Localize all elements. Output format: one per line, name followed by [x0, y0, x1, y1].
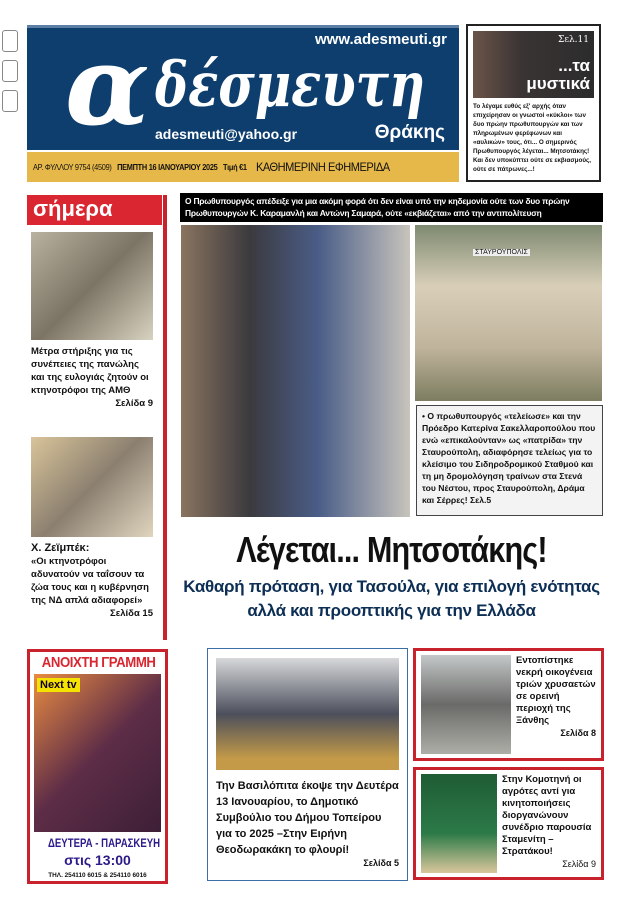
story-livestock[interactable]	[31, 345, 153, 410]
story-page: Σελίδα 8	[560, 728, 596, 738]
station-sign: ΣΤΑΥΡΟΥΠΟΛΙΣ	[475, 249, 528, 256]
website-link[interactable]: www.adesmeuti.gr	[315, 31, 447, 48]
price: Τιμή €1	[223, 162, 247, 172]
story-title: Χ. Ζεϊμπέκ:	[31, 542, 90, 554]
zeybek-photo	[31, 437, 153, 537]
pm-photo	[181, 225, 410, 517]
secrets-text: Το λέγαμε ευθύς εξ' αρχής όταν επιχείρησαν οι γνωστοί «κύκλοι» των δυο πρώην πρωθυπουργών και των πληρωμένων φερέφωνων και «αυλικών» τους, ότι... Ο σημερινός Πρωθυπουργός λέγεται... Μητσοτάκης! Και δεν υποκύπτει ούτε σε εκβιασμούς, ούτε σε πάτρωνες...!	[473, 103, 592, 173]
vultures-story[interactable]	[413, 648, 604, 761]
story-page: Σελίδα 9	[115, 398, 153, 409]
radio-title: ΑΝΟΙΧΤΗ ΓΡΑΜΜΗ	[41, 654, 156, 671]
story-page: Σελίδα 15	[110, 608, 153, 619]
info-bar	[27, 152, 459, 182]
story-page: Σελίδα 5	[363, 858, 399, 868]
secrets-title: ...τα μυστικά	[526, 56, 590, 93]
council-photo	[216, 658, 399, 770]
logo-word: δέσμευτη	[155, 48, 426, 121]
story-text: Εντοπίστηκε νεκρή οικογένεια τριών χρυσαετών σε ορεινή περιοχή της Ξάνθης	[516, 655, 596, 726]
logo-letter: α	[65, 21, 146, 150]
region-label: Θράκης	[374, 122, 445, 143]
masthead	[27, 21, 459, 150]
story-text: Την Βασιλόπιτα έκοψε την Δευτέρα 13 Ιανουαρίου, το Δημοτικό Συμβούλιο του Δήμου Τοπείρου για το 2025 –Στην Ειρήνη Θεοδωρακάκη το φλουρί!	[216, 780, 399, 856]
sub-headline: Καθαρή πρόταση, για Τασούλα, για επιλογή ενότητας αλλά και προοπτικής για την Ελλάδα	[183, 577, 600, 620]
issue-number: ΑΡ. ΦΥΛΛΟΥ 9754 (4509)	[33, 162, 112, 172]
radio-phone: ΤΗΛ. 254110 6015 & 254110 6016	[48, 872, 147, 879]
station-photo	[415, 225, 602, 401]
paper-type: ΚΑΘΗΜΕΡΙΝΗ ΕΦΗΜΕΡΙΔΑ	[255, 160, 390, 174]
farmers-story[interactable]	[413, 767, 604, 880]
today-heading: σήμερα	[27, 195, 162, 225]
vultures-photo	[421, 655, 511, 754]
story-zeybek[interactable]	[31, 542, 153, 620]
conference-poster	[421, 774, 497, 873]
channel-logo: Next tv	[37, 678, 80, 692]
secrets-page: Σελ.11	[557, 35, 589, 45]
story-text: Στην Κομοτηνή οι αγρότες αντί για κινητοποιήσεις διοργανώνουν συνέδριο παρουσία Σταμενίτη – Στρατάκου!	[502, 774, 592, 857]
certification-seals	[2, 30, 20, 125]
host-photo	[34, 674, 161, 832]
secrets-photo	[473, 31, 594, 98]
lead-banner: Ο Πρωθυπουργός απέδειξε για μια ακόμη φορά ότι δεν είναι υπό την κηδεμονία ούτε των δυο πρώην Πρωθυπουργών Κ. Καραμανλή και Αντώνη Σαμαρά, ούτε «εκβιάζεται» από την αντιπολίτευση	[180, 193, 603, 222]
story-page: Σελίδα 9	[562, 859, 596, 869]
story-text: Μέτρα στήριξης για τις συνέπειες της πανώλης και της ευλογιάς ζητούν οι κτηνοτρόφοι της ΑΜΘ	[31, 346, 149, 396]
today-column	[27, 195, 167, 640]
email-link[interactable]: adesmeuti@yahoo.gr	[155, 126, 298, 142]
radio-ad[interactable]	[27, 649, 168, 884]
story-text: «Οι κτηνοτρόφοι αδυνατούν να ταΐσουν τα ζώα τους και η κυβέρνηση της ΝΔ απλά αδιαφορεί»	[31, 556, 149, 606]
vasilopita-story[interactable]	[207, 648, 408, 881]
radio-time: στις 13:00	[64, 852, 131, 868]
station-caption: • Ο πρωθυπουργός «τελείωσε» και την Πρόεδρο Κατερίνα Σακελλαροπούλου που ενώ «επικαλούνταν» ως «πατρίδα» την Σταυρούπολη, αδιαφόρησε τελείως για το κλείσιμο του Σιδηροδρομικού Σταθμού και τη μη δρομολόγηση τραίνων στα Στενά του Νέστου, προς Σταυρούπολη, Δράμα και Σέρρες! Σελ.5	[416, 405, 603, 516]
sheep-farm-photo	[31, 232, 153, 340]
radio-days: ΔΕΥΤΕΡΑ - ΠΑΡΑΣΚΕΥΗ	[48, 836, 161, 850]
secrets-box[interactable]	[466, 24, 601, 182]
issue-date: ΠΕΜΠΤΗ 16 ΙΑΝΟΥΑΡΙΟΥ 2025	[117, 162, 218, 172]
main-headline[interactable]: Λέγεται... Μητσοτάκης!	[236, 529, 547, 570]
